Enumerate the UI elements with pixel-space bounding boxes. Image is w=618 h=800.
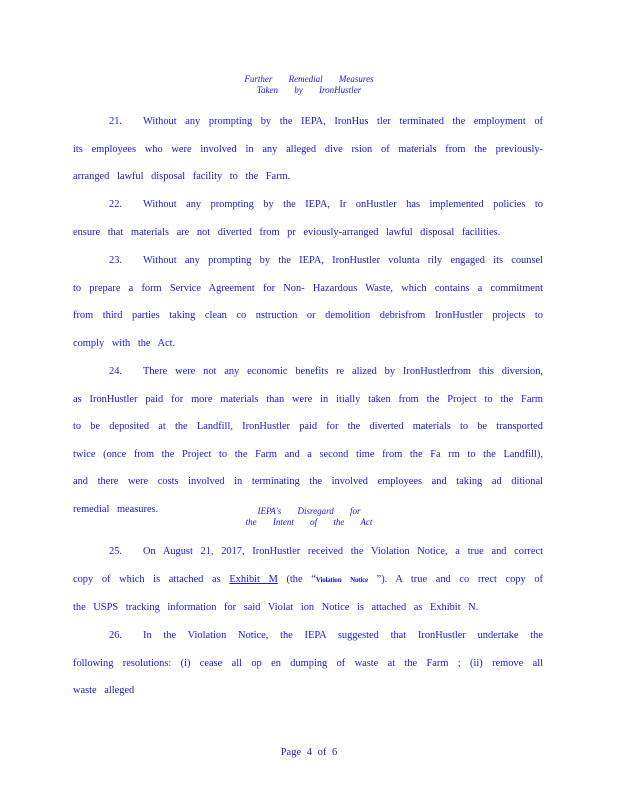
heading-line: Further Remedial Measures [244, 74, 374, 84]
paragraph-23 [73, 247, 543, 357]
heading-line: the Intent of the Act [245, 517, 373, 527]
page-footer: Page 4 of 6 [280, 747, 338, 758]
paragraph-number: 21. [109, 116, 122, 127]
section-heading-disregard [0, 506, 618, 528]
paragraph-26 [73, 622, 543, 705]
paragraph-text: (the “ [277, 573, 316, 585]
notice-word: Notice [350, 575, 368, 584]
paragraph-number: 24. [109, 366, 122, 377]
section-heading-remedial [0, 74, 618, 96]
exhibit-m-link[interactable]: Exhibit M [229, 573, 278, 585]
paragraph-21 [73, 108, 543, 191]
paragraph-text: ”). A true and co rrect copy of the USPS tracking information for said Violat ion Notice is attached as Exhibit N. [73, 573, 543, 614]
paragraph-number: 25. [109, 546, 122, 557]
paragraph-text: Without any prompting by the IEPA, IronHustler volunta rily engaged its counsel to prepare a form Service Agreement for Non- Hazardous Waste, which contains a commitment from third parties taking clean co nstruction or demolition debrisfrom IronHustler projects to comply with the Act. [73, 255, 543, 349]
paragraph-24 [73, 358, 543, 524]
heading-line: Taken by IronHustler [256, 85, 362, 95]
paragraph-text: On August 21, 2017, IronHustler received the Violation Notice, a true and correct copy of which is attached as [73, 546, 543, 585]
paragraph-text: In the Violation Notice, the IEPA suggested that IronHustler undertake the following resolutions: (i) cease all op en dumping of waste at the Farm ; (ii) remove all waste alleged [73, 630, 543, 697]
violation-word: Violation [315, 575, 342, 584]
paragraph-text: Without any prompting by the IEPA, Ir onHustler has implemented policies to ensure that materials are not diverted from pr eviously-arranged lawful disposal facilities. [73, 199, 543, 238]
paragraph-number: 22. [109, 199, 122, 210]
paragraph-25 [73, 538, 543, 622]
paragraph-text: Without any prompting by the IEPA, IronHus tler terminated the employment of its employees who were involved in any alleged dive rsion of materials from the previously-arranged lawful disposal facility to the Farm. [73, 116, 543, 183]
paragraph-22 [73, 191, 543, 246]
heading-line: IEPA's Disregard for [257, 506, 361, 516]
paragraph-text: There were not any economic benefits re alized by IronHustlerfrom this diversion, as IronHustler paid for more materials than were in itially taken from the Project to the Farm to be deposited at the Landfill, IronHustler paid for the diverted materials to be transported twice (once from the Project to the Farm and a second time from the Fa rm to the Landfill), and there were costs involved in terminating the involved employees and taking ad ditional remedial measures. [73, 366, 543, 515]
paragraph-number: 23. [109, 255, 122, 266]
paragraph-number: 26. [109, 630, 122, 641]
